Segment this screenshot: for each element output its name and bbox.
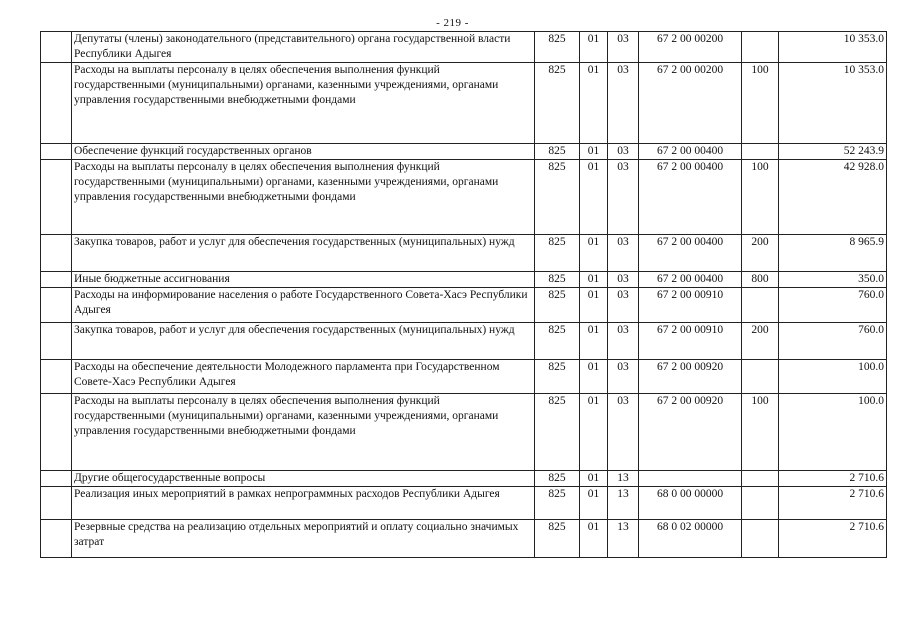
amount: 52 243.9 — [779, 144, 887, 160]
subsection-code: 13 — [608, 520, 639, 558]
budget-table — [40, 31, 887, 558]
item-name: Расходы на обеспечение деятельности Молодежного парламента при Государственном Совете-Хасэ Республики Адыгея — [72, 360, 535, 394]
expense-type-code — [742, 288, 779, 323]
subsection-code: 03 — [608, 288, 639, 323]
section-code: 01 — [580, 63, 608, 144]
expense-type-code — [742, 360, 779, 394]
expense-type-code — [742, 144, 779, 160]
row-marker-cell — [41, 235, 72, 272]
section-code: 01 — [580, 32, 608, 63]
budget-table-body — [41, 32, 887, 558]
amount: 8 965.9 — [779, 235, 887, 272]
ved-code: 825 — [535, 288, 580, 323]
expense-type-code — [742, 32, 779, 63]
section-code: 01 — [580, 160, 608, 235]
section-code: 01 — [580, 235, 608, 272]
section-code: 01 — [580, 272, 608, 288]
target-article-code: 68 0 00 00000 — [639, 487, 742, 520]
section-code: 01 — [580, 394, 608, 471]
section-code: 01 — [580, 323, 608, 360]
row-marker-cell — [41, 288, 72, 323]
target-article-code: 67 2 00 00400 — [639, 160, 742, 235]
section-code: 01 — [580, 471, 608, 487]
ved-code: 825 — [535, 471, 580, 487]
target-article-code: 67 2 00 00400 — [639, 144, 742, 160]
row-marker-cell — [41, 323, 72, 360]
amount: 42 928.0 — [779, 160, 887, 235]
ved-code: 825 — [535, 272, 580, 288]
item-name: Расходы на информирование населения о работе Государственного Совета-Хасэ Республики Адыгея — [72, 288, 535, 323]
subsection-code: 03 — [608, 323, 639, 360]
subsection-code: 03 — [608, 272, 639, 288]
section-code: 01 — [580, 144, 608, 160]
row-marker-cell — [41, 32, 72, 63]
amount: 760.0 — [779, 288, 887, 323]
ved-code: 825 — [535, 487, 580, 520]
subsection-code: 03 — [608, 235, 639, 272]
subsection-code: 03 — [608, 360, 639, 394]
item-name: Обеспечение функций государственных органов — [72, 144, 535, 160]
row-marker-cell — [41, 471, 72, 487]
item-name: Другие общегосударственные вопросы — [72, 471, 535, 487]
target-article-code — [639, 471, 742, 487]
table-row — [41, 272, 887, 288]
expense-type-code: 800 — [742, 272, 779, 288]
subsection-code: 03 — [608, 63, 639, 144]
row-marker-cell — [41, 360, 72, 394]
target-article-code: 67 2 00 00400 — [639, 235, 742, 272]
expense-type-code: 100 — [742, 394, 779, 471]
table-row — [41, 63, 887, 144]
table-row — [41, 471, 887, 487]
expense-type-code — [742, 487, 779, 520]
section-code: 01 — [580, 360, 608, 394]
item-name: Расходы на выплаты персоналу в целях обеспечения выполнения функций государственными (муниципальными) органами, казенными учреждениями, органами управления государственными внебюджетными фондами — [72, 63, 535, 144]
table-row — [41, 144, 887, 160]
subsection-code: 13 — [608, 487, 639, 520]
table-row — [41, 520, 887, 558]
target-article-code: 67 2 00 00910 — [639, 323, 742, 360]
table-row — [41, 323, 887, 360]
table-row — [41, 487, 887, 520]
target-article-code: 68 0 02 00000 — [639, 520, 742, 558]
row-marker-cell — [41, 394, 72, 471]
item-name: Закупка товаров, работ и услуг для обеспечения государственных (муниципальных) нужд — [72, 235, 535, 272]
subsection-code: 03 — [608, 32, 639, 63]
ved-code: 825 — [535, 394, 580, 471]
target-article-code: 67 2 00 00200 — [639, 32, 742, 63]
page-number: - 219 - — [436, 17, 469, 29]
ved-code: 825 — [535, 32, 580, 63]
subsection-code: 03 — [608, 160, 639, 235]
target-article-code: 67 2 00 00920 — [639, 360, 742, 394]
amount: 100.0 — [779, 394, 887, 471]
target-article-code: 67 2 00 00400 — [639, 272, 742, 288]
section-code: 01 — [580, 288, 608, 323]
table-row — [41, 160, 887, 235]
item-name: Расходы на выплаты персоналу в целях обеспечения выполнения функций государственными (муниципальными) органами, казенными учреждениями, органами управления государственными внебюджетными фондами — [72, 160, 535, 235]
item-name: Депутаты (члены) законодательного (представительного) органа государственной власти Республики Адыгея — [72, 32, 535, 63]
expense-type-code — [742, 471, 779, 487]
expense-type-code: 200 — [742, 235, 779, 272]
ved-code: 825 — [535, 144, 580, 160]
subsection-code: 03 — [608, 144, 639, 160]
table-row — [41, 288, 887, 323]
section-code: 01 — [580, 487, 608, 520]
item-name: Иные бюджетные ассигнования — [72, 272, 535, 288]
row-marker-cell — [41, 144, 72, 160]
item-name: Реализация иных мероприятий в рамках непрограммных расходов Республики Адыгея — [72, 487, 535, 520]
subsection-code: 03 — [608, 394, 639, 471]
expense-type-code — [742, 520, 779, 558]
section-code: 01 — [580, 520, 608, 558]
subsection-code: 13 — [608, 471, 639, 487]
item-name: Расходы на выплаты персоналу в целях обеспечения выполнения функций государственными (муниципальными) органами, казенными учреждениями, органами управления государственными внебюджетными фондами — [72, 394, 535, 471]
ved-code: 825 — [535, 235, 580, 272]
ved-code: 825 — [535, 360, 580, 394]
target-article-code: 67 2 00 00200 — [639, 63, 742, 144]
amount: 350.0 — [779, 272, 887, 288]
amount: 2 710.6 — [779, 471, 887, 487]
amount: 10 353.0 — [779, 32, 887, 63]
amount: 760.0 — [779, 323, 887, 360]
row-marker-cell — [41, 487, 72, 520]
target-article-code: 67 2 00 00920 — [639, 394, 742, 471]
row-marker-cell — [41, 272, 72, 288]
table-row — [41, 32, 887, 63]
ved-code: 825 — [535, 63, 580, 144]
row-marker-cell — [41, 63, 72, 144]
row-marker-cell — [41, 520, 72, 558]
expense-type-code: 100 — [742, 63, 779, 144]
ved-code: 825 — [535, 520, 580, 558]
table-row — [41, 235, 887, 272]
amount: 2 710.6 — [779, 487, 887, 520]
target-article-code: 67 2 00 00910 — [639, 288, 742, 323]
amount: 10 353.0 — [779, 63, 887, 144]
expense-type-code: 200 — [742, 323, 779, 360]
item-name: Закупка товаров, работ и услуг для обеспечения государственных (муниципальных) нужд — [72, 323, 535, 360]
table-row — [41, 360, 887, 394]
ved-code: 825 — [535, 160, 580, 235]
amount: 100.0 — [779, 360, 887, 394]
row-marker-cell — [41, 160, 72, 235]
expense-type-code: 100 — [742, 160, 779, 235]
item-name: Резервные средства на реализацию отдельных мероприятий и оплату социально значимых затрат — [72, 520, 535, 558]
ved-code: 825 — [535, 323, 580, 360]
table-row — [41, 394, 887, 471]
amount: 2 710.6 — [779, 520, 887, 558]
